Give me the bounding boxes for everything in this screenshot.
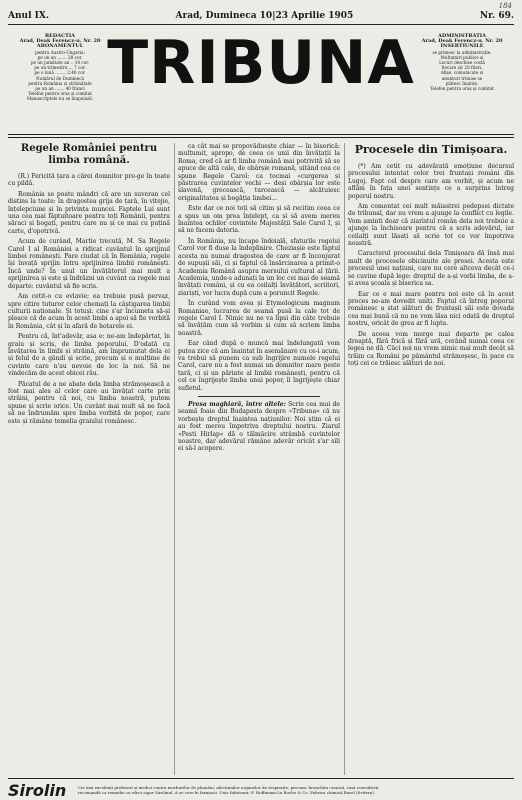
subscription-line: pe un an ....... 28 cor. <box>37 54 83 60</box>
column-divider <box>174 143 175 775</box>
ad-line: Cei mai excelenți profesori și medici contra morburilor de plumâni, afecțiunilor organelor de respirație, precum: bronchita cronică, tusă convulsivă, <box>78 785 380 790</box>
paragraph: Pentru că, înt'adevăr, asa e: ne-am îndepărtat, în graiu și scris, de limba poporului. D'odată cu învățarea în limbi și străină, am împrumutat dela ei și felul de a gândi și scrie, precum și o mulțime de cuvinte care n'au nevoie de loc la noi. Să ne vindecăm de acest obicei rău. <box>8 333 170 378</box>
sirolin-advertisement <box>8 778 514 800</box>
section-separator <box>198 396 320 397</box>
subscription-line: pe un jumătate an .. 14 cor. <box>30 60 90 66</box>
insertion-line: Mulțumiri publice și <box>440 54 484 60</box>
masthead-right-box <box>410 34 514 91</box>
paragraph: De aceea vom merge mai departe pe calea dreaptă, fără frică și fără ură, cerând numai ceea ce legea ne dă. Căci noi nu vrem nimic mai mult decât să trăim ca Români pe pământul strămoșesc, în pace cu toți cei ce trăiesc alături de noi. <box>348 330 514 368</box>
date-line: Arad, Dumineca 10|23 Aprilie 1905 <box>175 11 354 21</box>
subscription-line: Manuscriptele nu se înapoiază. <box>26 96 94 102</box>
paragraph: În România, nu încape îndoială, sfaturile regelui Carol vor fi duse la îndeplinire. Cheziașie este faptul acesta nu numai dragostea de care ar fi înconjurat de supușii săi, ci și faptul că însărcinarea a primit-o Academia Română asupra mersului cultural al țării. Academia, unde-s adunați la un loc cei mai de seamă învățați români, și cu ea ceilalți învățători, scriitori, ziariști, vor lucra după cum a poruncit Regele. <box>178 237 340 297</box>
administration-heading: ADMINISTRATIA <box>437 33 487 39</box>
paragraph: Am cetit-o cu evlavie; ea trebuie pusă pervaz, spre citire tuturor celor chemați la câștigarea limbii culturii naționale. Și totuși: cine s'ar încumeta să-și pleace că de acum în acest limbi a apoi să fie vorbită în România, cât și în afară de hotarele ei. <box>8 293 170 330</box>
subscription-line: Telefon pentru oraș și comitat <box>28 91 92 97</box>
column-1 <box>8 143 170 428</box>
masthead-rule-double <box>8 137 514 138</box>
column-2 <box>178 143 340 453</box>
paragraph: Păcatul de a ne abate dela limba strămoșească a fost mai ales al celor care au învățat carte prin străini, pentru că noi, cu limba noastră, putem spune și scrie orice. Un cuvânt mai mult să ne facă să ne îndrumăm spre limba vorbită de popor, care este și rămâne temelia graiului românesc. <box>8 380 170 425</box>
paragraph: (*) Am cetit cu adevărată emoțiune decursul procesului intentat celor trei fruntași români din Lugoj. Fapt cel despre care am vorbit, și acum ne aflăm în fața unei sentințe ce a surprins întreg poporul nostru. <box>348 163 514 200</box>
insertion-line: Locuri deschise costă <box>439 60 485 66</box>
subscription-line: pe un an ....... 40 franci <box>35 86 85 92</box>
column-3 <box>348 143 514 371</box>
masthead-left-box <box>8 34 112 102</box>
paragraph: Am comentat cei mult măiastrei pedepsei dictate de tribunal, dar nu vrem a ajunge la conflict cu legile. Vom aminti doar că ziaristul român dela noi trebuie a ajunge la închisoare pentru că a scris adevărul, iar ceilalți sunt lăsați să scrie tot ce vor împotriva noastră. <box>348 203 514 248</box>
paragraph: Caracterul procesului dela Timișoara dă însă mai mult de procesele obicinuite ale presei. Acesta este procesul unei națiuni, care nu cere altceva decât ce-i se cuvine după lege: dreptul de a-și vorbi limba, de a-și avea școala și biserica sa. <box>348 250 514 288</box>
paragraph: În curând vom avea și Etymologicum magnum Romaniae, lucrarea de seamă pusă la cale tot de regele Carol I. Nimic nu ne va lipsi din câte trebuie să învățăm cum să vorbim și cum să scriem limba noastră. <box>178 300 340 337</box>
redaction-heading: REDACTIA <box>44 33 76 39</box>
article-title-procesele: Procesele din Timișoara. <box>354 143 508 156</box>
subscription-heading: ABONAMENTUL <box>36 43 84 50</box>
paragraph: Este dar ce noi toți să citim și să recitim ceea ce a spus un om prea înțelept, ca și să avem mereu înaintea ochilor cuvintele Majestății Sale Carol I, și să ne facem datoria. <box>178 205 340 235</box>
insertion-line: Afișe, comunicate și <box>440 70 484 76</box>
presa-text: Scrie cea mai de seamă foaie din Budapesta despre »Tribuna« că nu vorbește dreptul înaintea națiunilor. Noi știm că ei au fost mereu împotriva dreptului nostru. Ziarul »Pesti Hirlap« dă o tălmăcire strâmbă cuvintelor noastre, dar adevărul rămâne adevăr oricât s'ar sili ei să-l acopere. <box>178 401 340 453</box>
paragraph: ca cât mai se propovăduește chiar — în biserică: mulțumit, apropo, de ceea ce unii din învățații la Roma, cred că ar fi limba română mai potrivită să se apuce de altă cale, de obârșie romană, uitând cea ce spune Regele Carol: ca tocmai »curgerea și păstrarea cuvintelor vechi — deși obârșia lor este slavonă, grecească, turcească — alcătuiesc originalitatea și bogăția limbei... <box>178 143 340 202</box>
paragraph: Ear ce e mai mare pentru noi este că în acest proces ne-am dovedit uniți. Faptul că întreg poporul românesc a stat alături de fruntașii săi este dovada cea mai bună că nu ne vom lăsa nici odată de dreptul nostru, oricât de grea ar fi lupta. <box>348 290 514 328</box>
subscription-line: pentru România și străinătate <box>28 80 92 86</box>
newspaper-title: TRIBUNA <box>107 28 415 98</box>
issue-header <box>8 10 514 22</box>
corner-note: 184 <box>498 2 512 10</box>
ad-line: recomandă ca remediu cu efect sigur Sirolinul. A se cere în farmacii. Unic fabricant: F. Hoffmann-La Roche & Co. Fabrica chimică Basel (Sviterа). <box>78 790 376 795</box>
insertion-line: anunțuri trimise se <box>441 75 483 81</box>
paragraph: (R.) Fericită țara a cărei domnitor pre-ge în toate cu pildă. <box>8 173 170 188</box>
ad-logo: Sirolin <box>8 780 67 800</box>
paragraph: România se poate mândri că are un suveran cel distins la toate: în dragostea grija de țară, în vitejie, înțelepciune și în privința muncei. Faptele Lui sunt una cea mai făptuitoare pentru toți Românii, pentru săraci și bogați, pentru care nu și ce mai cu puțină carte, d'opotrivă. <box>8 190 170 235</box>
administration-address: Arad, Deak Ferencz-u. Nr. 20 <box>421 38 503 45</box>
redaction-address: Arad, Deak Ferencz-u. Nr. 20 <box>19 38 101 45</box>
masthead-rule <box>8 134 514 135</box>
insertion-line: fiecare șir 20 fileri. <box>441 65 483 71</box>
insertions-heading: INSERTIUNILE <box>440 43 484 50</box>
insertion-line: plătesc înainte. <box>445 80 479 86</box>
presa-heading: Presa maghiară, între altele: <box>188 401 286 408</box>
insertion-line: Telefon pentru oraș și comitat <box>430 86 494 92</box>
subscription-line: pentru Austro-Ungaria: <box>35 49 85 55</box>
paragraph: Ear când după o muncă mai îndelungată vom putea zice că am înaintat în asemănare cu ce-i acum, va trebui să punem ca sub îngrijire numele regelui Carol, care nu a fost numai un domnitor mare peste țară, ci și un părinte al limbii românești, pentru că cel ce îngrijește limba unui popor, îi îngrijește chiar sufletul. <box>178 340 340 392</box>
header-rule <box>8 24 514 25</box>
year-label: Anul IX. <box>8 11 49 21</box>
column-divider <box>344 143 345 775</box>
subscription-line: pe un trimestru ... 7 cor. <box>34 65 86 71</box>
insertion-line: se primesc la administrație. <box>432 49 492 55</box>
subscription-line: Numărul de Duminecă <box>35 75 85 81</box>
issue-number: Nr. 69. <box>479 11 514 21</box>
article-title-regele: Regele României pentru limba română. <box>20 143 158 166</box>
paragraph: Acum de curând, Martie trecută, M. Sa Regele Carol I al României a ridicat cuvântul în sprijinul limbei românești. Pare ciudat că în România, regele își învață sprijin întru sprijinirea limbii românești. Încă unde? În unul un învățătorul mai mult a sprijinirea și este și îndrăzni un cuvânt ca regele mai departe: cuvântul să fie scris. <box>8 238 170 290</box>
subscription-line: pe o lună ........ 2.40 cor. <box>34 70 86 76</box>
